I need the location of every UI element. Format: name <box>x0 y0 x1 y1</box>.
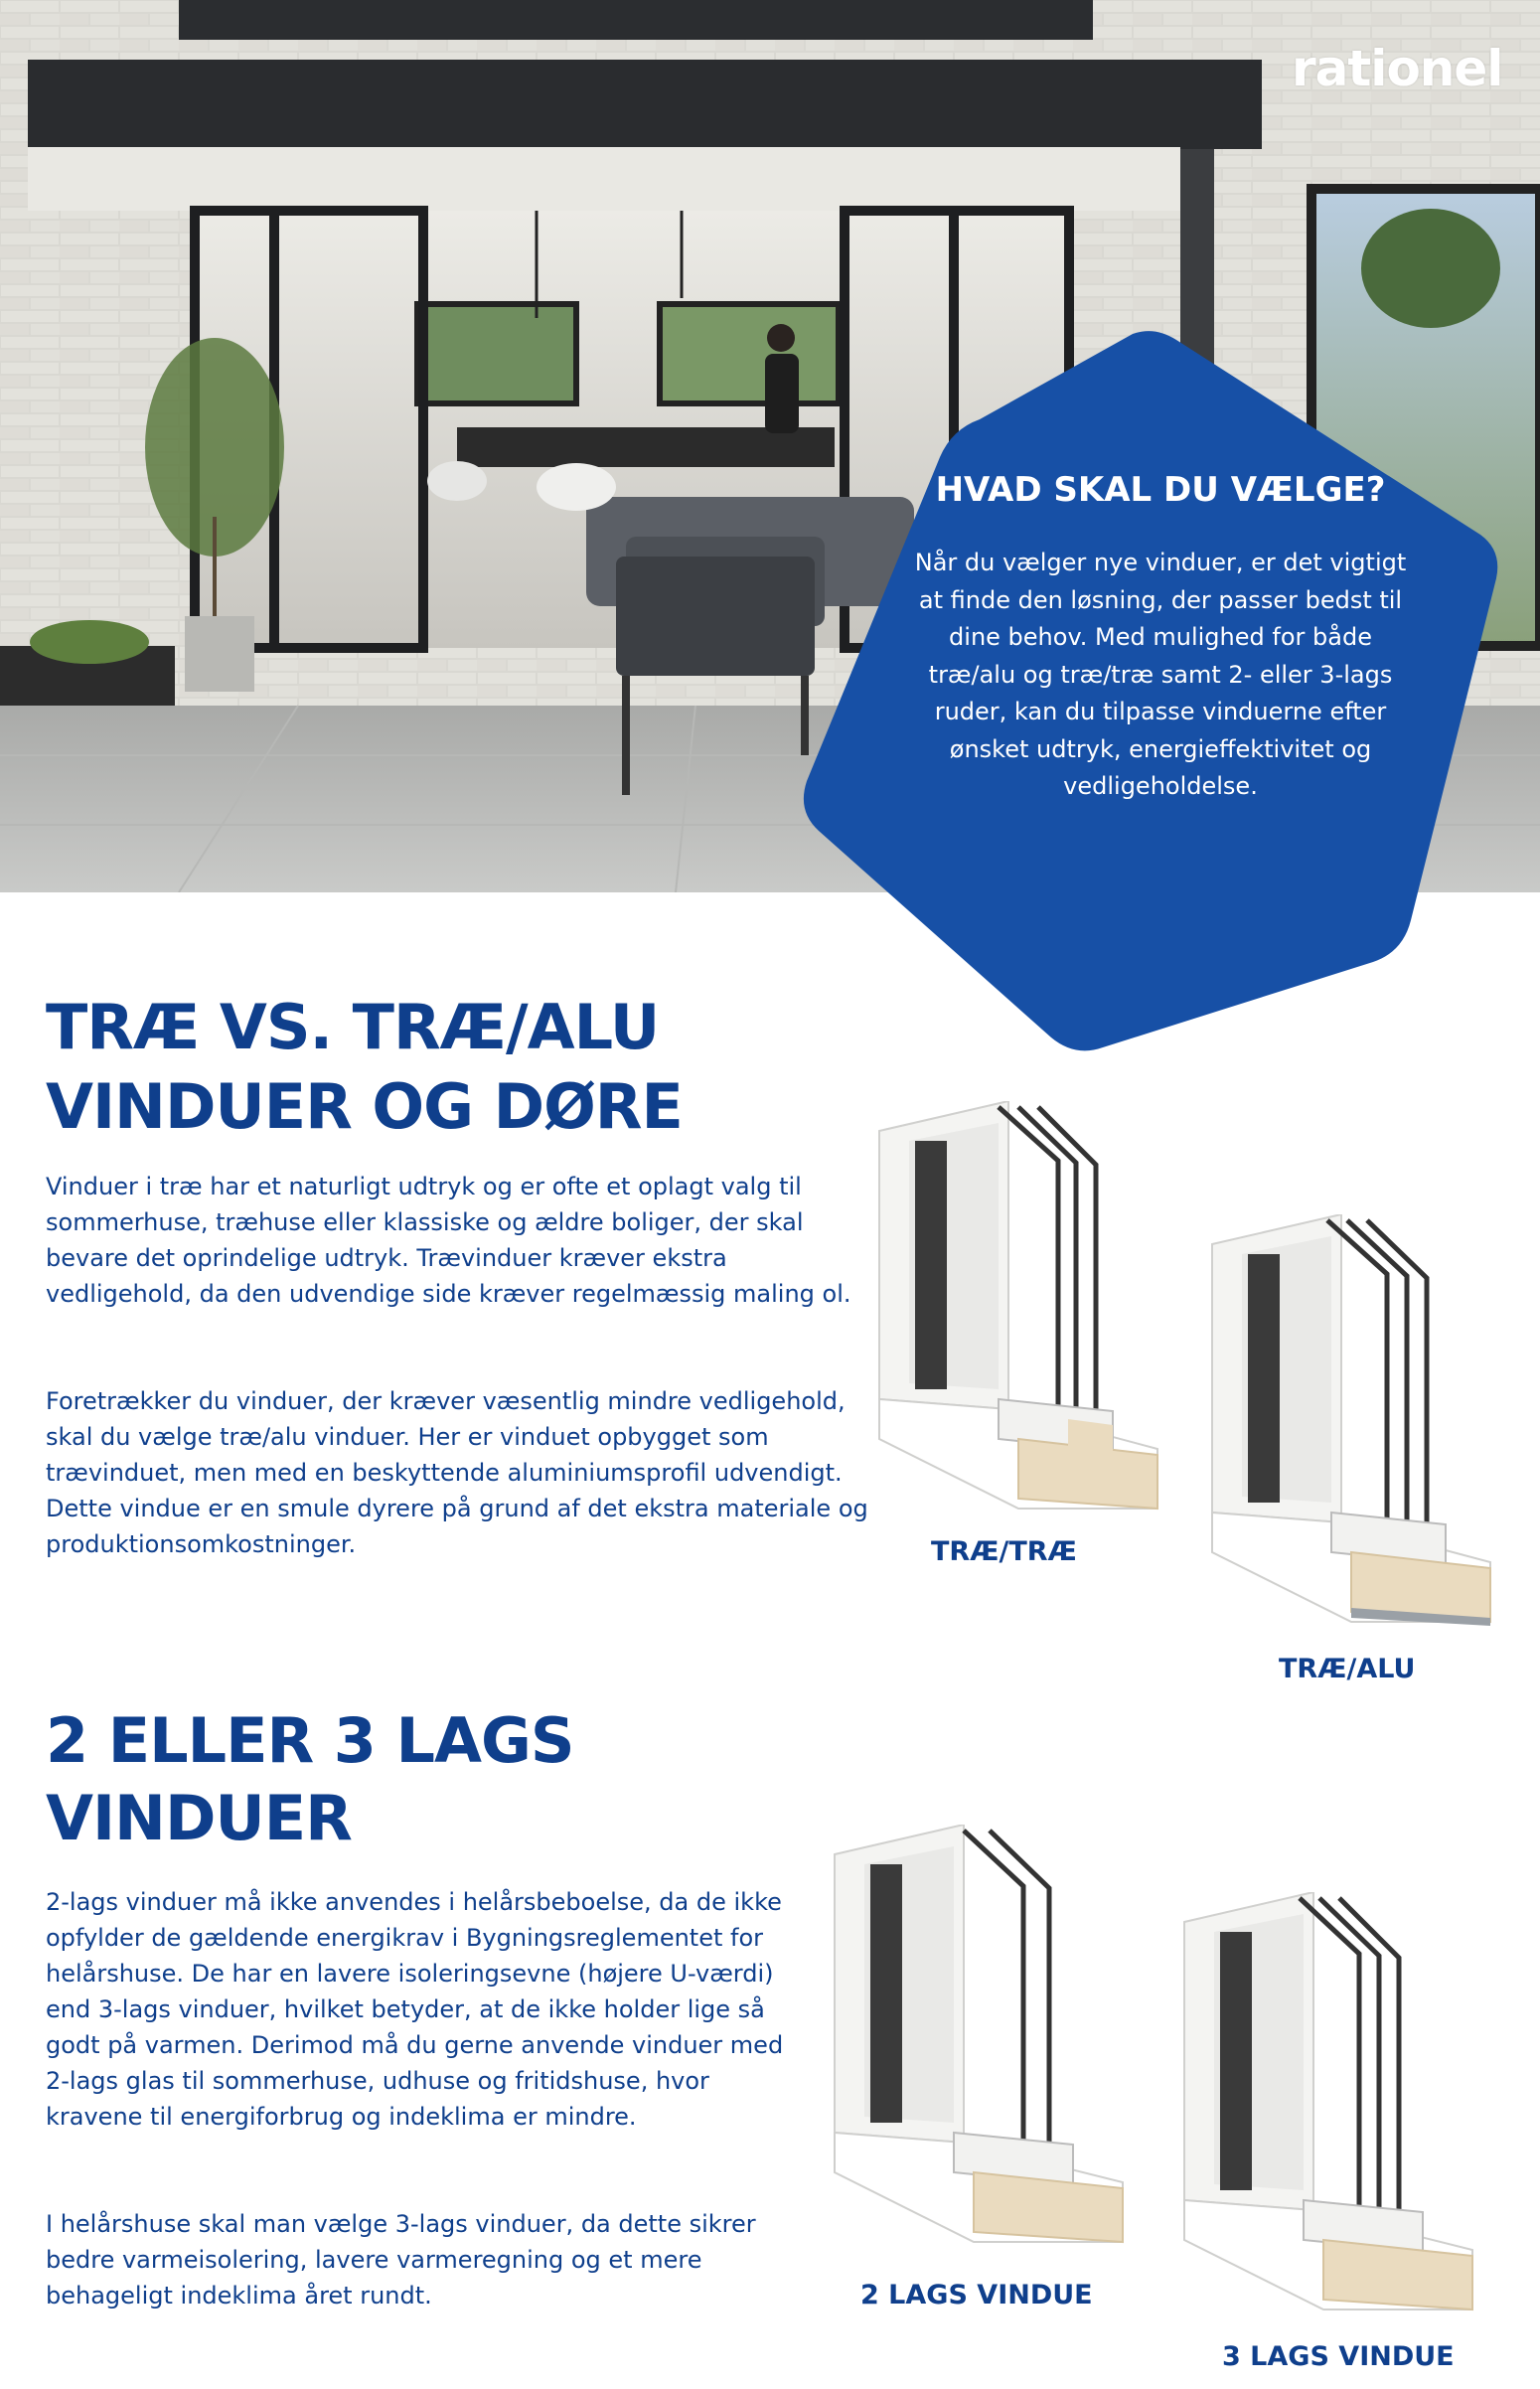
caption-triple-glazed: 3 LAGS VINDUE <box>1222 2341 1455 2372</box>
callout-box <box>795 326 1510 1061</box>
section1-title-line2: VINDUER OG DØRE <box>46 1070 683 1143</box>
section2-paragraph2: I helårshuse skal man vælge 3-lags vinduer, da dette sikrer bedre varmeisolering, lavere varmeregning og et mere behageligt indeklima året rundt. <box>46 2210 756 2309</box>
caption-double-glazed: 2 LAGS VINDUE <box>860 2280 1093 2310</box>
window-wood-wood-icon <box>869 1101 1167 1518</box>
caption-wood-wood: TRÆ/TRÆ <box>931 1536 1077 1567</box>
window-wood-alu-icon <box>1202 1214 1500 1632</box>
section1-paragraph2: Foretrækker du vinduer, der kræver væsentlig mindre vedligehold, skal du vælge træ/alu vinduer. Her er vinduet opbygget som trævinduet, men med en beskyttende aluminiumsprofil udvendigt. Dette vindue er en smule dyrere på grund af det ekstra materiale og produktionsomkostninger. <box>46 1387 868 1558</box>
callout-body: Når du vælger nye vinduer, er det vigtigt at finde den løsning, der passer bedst til dine behov. Med mulighed for både træ/alu og træ/træ samt 2- eller 3-lags ruder, kan du tilpasse vinduerne efter ønsket udtryk, energieffektivitet og vedligeholdelse. <box>914 549 1407 800</box>
window-triple-glazed-icon <box>1174 1892 1482 2319</box>
window-double-glazed-icon <box>825 1825 1133 2252</box>
section1-paragraph1: Vinduer i træ har et naturligt udtryk og er ofte et oplagt valg til sommerhuse, træhuse eller klassiske og ældre boliger, der skal bevare det oprindelige udtryk. Trævinduer kræver ekstra vedligehold, da den udvendige side kræver regelmæssig maling ol. <box>46 1173 851 1308</box>
section2-paragraph1: 2-lags vinduer må ikke anvendes i helårsbeboelse, da de ikke opfylder de gældende energikrav i Bygningsreglementet for helårshuse. De har en lavere isoleringsevne (højere U-værdi) end 3-lags vinduer, hvilket betyder, at de ikke holder lige så godt på varmen. Derimod må du gerne anvende vinduer med 2-lags glas til sommerhuse, udhuse og fritidshuse, hvor kravene til energiforbrug og indeklima er mindre. <box>46 1888 784 2131</box>
section2-title-line1: 2 ELLER 3 LAGS <box>46 1704 574 1777</box>
callout-content <box>902 465 1419 806</box>
callout-title: HVAD SKAL DU VÆLGE? <box>935 470 1386 510</box>
section1-title-line1: TRÆ VS. TRÆ/ALU <box>46 991 660 1063</box>
brand-logo: rationel <box>1292 40 1503 97</box>
section2-title-line2: VINDUER <box>46 1782 352 1854</box>
caption-wood-alu: TRÆ/ALU <box>1279 1654 1416 1684</box>
